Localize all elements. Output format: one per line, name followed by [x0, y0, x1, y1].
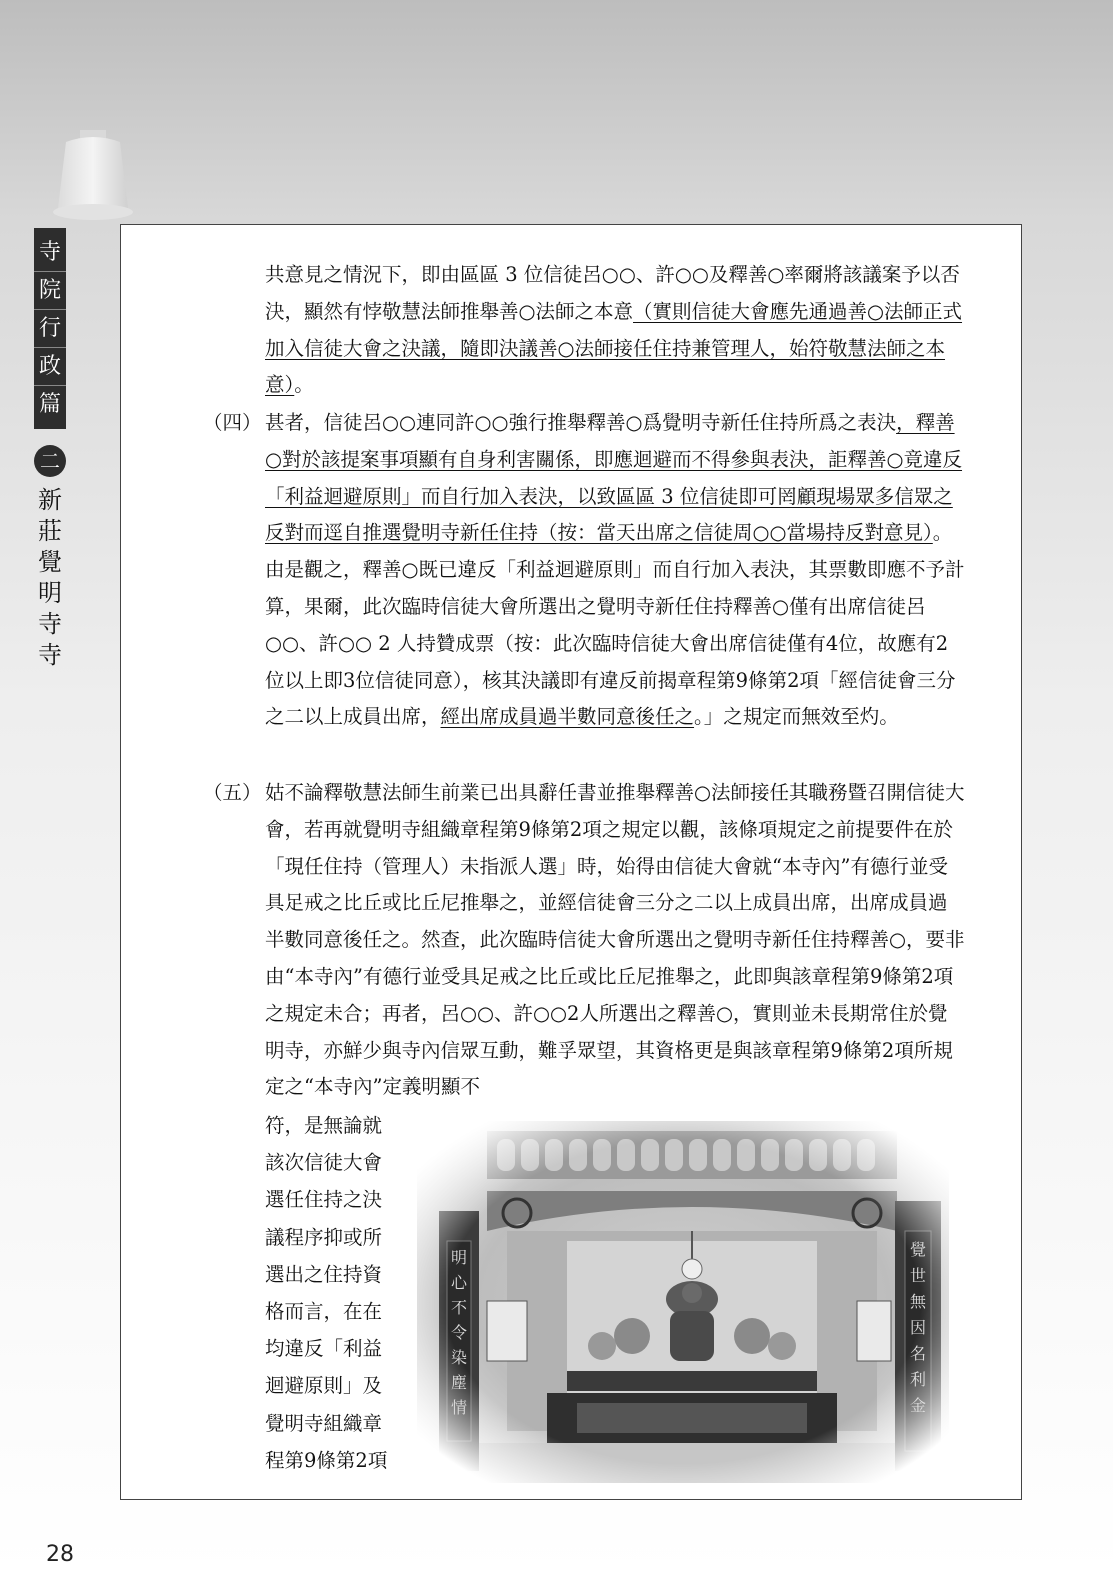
section-5-label: （五）	[203, 781, 262, 804]
underlined-text: 經出席成員過半數同意後任之	[440, 705, 695, 729]
chapter-char: 寺	[38, 641, 62, 669]
chapter-sidebar	[34, 228, 68, 671]
content-frame	[120, 224, 1022, 1500]
temple-hall-photo	[417, 1121, 949, 1483]
text-line: 符，是無論就	[265, 1114, 383, 1137]
temple-altar-illustration	[417, 1121, 949, 1483]
section-4-label: （四）	[203, 411, 262, 434]
text-line: 格而言，在在	[265, 1300, 383, 1324]
text-line: 迴避原則」及	[265, 1374, 383, 1398]
body-text: 。由是觀之，釋善○既已違反「利益迴避原則」而自行加入表決，其票數即應不予計算，果爾，此次臨時信徒大會所選出之覺明寺新任住持釋善○僅有出席信徒呂○○、許○○ 2 人持贊成票（按：此次臨時信徒大會出席信徒僅有4位，故應有2位以上即3位信徒同意），核其決議即有違反前揭章程第9條第2項「經信徒會三分之二以上成員出席，	[265, 521, 965, 729]
chapter-number-badge: 二	[34, 445, 66, 477]
text-line: 選任住持之決	[265, 1188, 383, 1212]
page-number: 28	[46, 1542, 74, 1567]
text-line: 該次信徒大會	[265, 1151, 383, 1175]
category-char: 院	[34, 272, 66, 310]
body-text: 共意見之情況下，即由區區 3 位信徒呂○○、許○○及釋善○率爾將該議案予以否決，顯然有悖敬慧法師推舉善○法師之本意	[265, 263, 960, 323]
underlined-text: ，釋善○對於該提案事項顯有自身利害關係，即應迴避而不得參與表決，詎釋善○竟違反「利益迴避原則」而自行加入表決，以致區區 3 位信徒即可罔顧現場眾多信眾之反對而逕自推選覺明寺新任住持（按：當天出席之信徒周○○當場持反對意見）	[265, 411, 963, 545]
text-line: 議程序抑或所	[265, 1225, 383, 1249]
body-text: 。」之規定而無效至灼。	[694, 705, 899, 729]
chapter-char: 覺	[38, 548, 62, 576]
bell-watermark-icon	[28, 120, 158, 230]
section-5-wrapped-text	[265, 1107, 393, 1479]
paragraph-continuation	[265, 257, 965, 404]
category-char: 篇	[38, 392, 61, 417]
text-line: 選出之住持資	[265, 1262, 383, 1286]
chapter-char: 莊	[38, 517, 62, 545]
left-couplet: 明心不令染塵情	[450, 1248, 467, 1417]
chapter-char: 寺	[38, 610, 62, 638]
body-text: 姑不論釋敬慧法師生前業已出具辭任書並推舉釋善○法師接任其職務暨召開信徒大會，若再就覺明寺組織章程第9條第2項之規定以觀，該條項規定之前提要件在於「現任住持（管理人）未指派人選」時，始得由信徒大會就“本寺內”有德行並受具足戒之比丘或比丘尼推舉之，並經信徒會三分之二以上成員出席，出席成員過半數同意後任之。然查，此次臨時信徒大會所選出之覺明寺新任住持釋善○，要非由“本寺內”有德行並受具足戒之比丘或比丘尼推舉之，此即與該章程第9條第2項之規定未合；再者，呂○○、許○○2人所選出之釋善○，實則並未長期常住於覺明寺，亦鮮少與寺內信眾互動，難孚眾望，其資格更是與該章程第9條第2項所規定之“本寺內”定義明顯不	[265, 781, 965, 1099]
text-line: 程第9條第2項	[265, 1448, 388, 1472]
category-label	[34, 228, 66, 429]
underlined-text: （實則信徒大會應先通過善○法師正式加入信徒大會之決議，隨即決議善○法師接任住持兼管理人，始符敬慧法師之本意）	[265, 299, 963, 397]
section-4-paragraph	[265, 405, 965, 736]
body-text: 甚者，信徒呂○○連同許○○強行推舉釋善○爲覺明寺新任住持所爲之表決	[265, 411, 897, 434]
category-char: 行	[34, 310, 66, 348]
text-line: 覺明寺組織章	[265, 1411, 383, 1435]
category-char: 政	[34, 348, 66, 386]
chapter-title	[34, 485, 66, 671]
section-5-paragraph	[265, 775, 965, 1106]
body-text: 。	[294, 373, 314, 397]
right-couplet: 覺世無因名利金	[909, 1240, 926, 1415]
category-char: 寺	[34, 234, 66, 272]
text-line: 均違反「利益	[265, 1337, 383, 1361]
chapter-char: 新	[38, 486, 62, 514]
chapter-char: 明	[38, 579, 62, 607]
